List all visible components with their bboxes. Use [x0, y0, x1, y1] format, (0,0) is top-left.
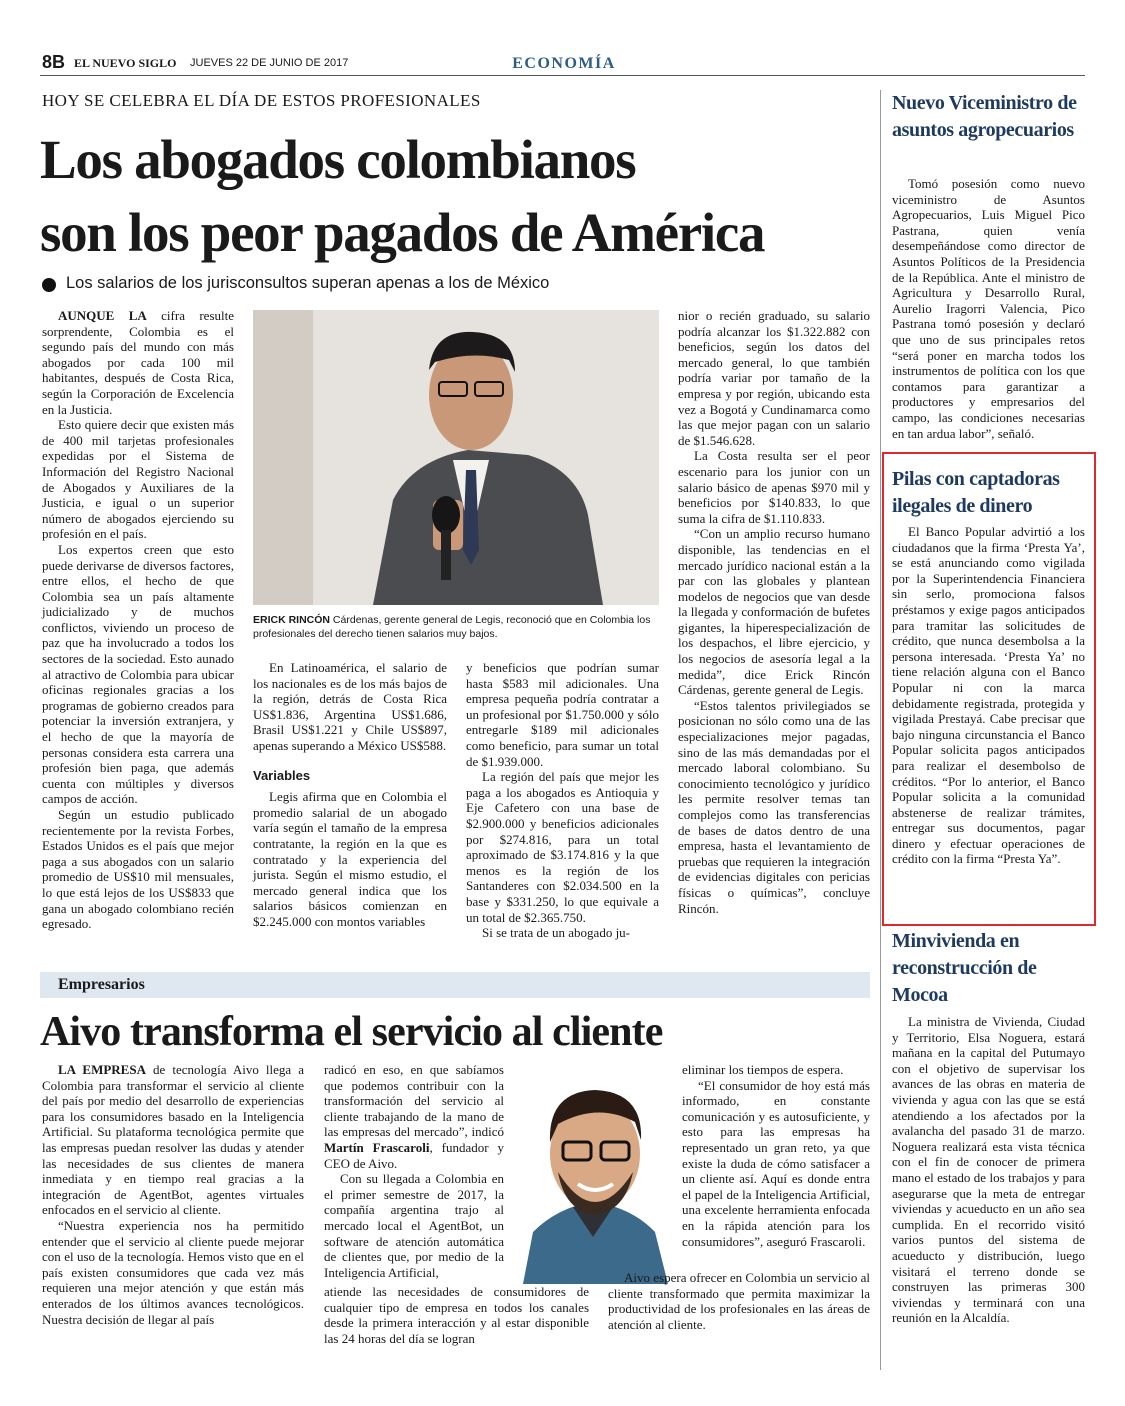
caption-name: ERICK RINCÓN	[253, 614, 331, 626]
paragraph: Según un estudio publicado recientemente por la revista Forbes, Estados Unidos es el país que mejor paga a sus abogados con un salario promedio de US$10 mil mensuales, lo que está lejos de los US$833 que gana un abogado colombiano recién egresado.	[42, 807, 234, 932]
paragraph: La ministra de Vivienda, Ciudad y Territorio, Elsa Noguera, estará mañana en la capital del Putumayo con el objetivo de supervisar los avances de las obras en materia de vivienda y agua con las que se está atendiendo a los afectados por la avalancha del pasado 31 de marzo. Noguera realizará esta vista técnica con el fin de conocer de primera mano el estado de los trabajos y para asegurarse que la meta de entregar viviendas y acueducto en un año sea cumplida. En el recorrido visitó varios puntos del sistema de acueducto y distribución, luego visitará el terreno donde se construyen las primeras 300 viviendas y terminará con una reunión en la Alcaldía.	[892, 1014, 1085, 1326]
aivo-col-2	[324, 1062, 504, 1280]
sidebar-1-body	[892, 176, 1085, 441]
kicker: HOY SE CELEBRA EL DÍA DE ESTOS PROFESIONALES	[42, 91, 481, 110]
person-silhouette-icon	[253, 310, 659, 605]
paragraph: En Latinoamérica, el salario de los nacionales es de los más bajos de la región, detrás de Costa Rica US$1.836, Argentina US$1.686, Brasil US$1.221 y Chile US$897, apenas superando a México US$588.	[253, 660, 447, 753]
paragraph: La Costa resulta ser el peor escenario para los junior con un salario básico de apenas $970 mil y beneficios por $140.833, lo que suma la cifra de $1.110.833.	[678, 448, 870, 526]
section-name: ECONOMÍA	[512, 55, 616, 72]
aivo-col-1	[42, 1062, 304, 1327]
paragraph: “El consumidor de hoy está más informado, en constante comunicación y es autosuficiente, y esto para las empresas ha representado un gran reto, ya que existe la duda de cómo satisfacer a un cliente así. Aquí es donde entra el papel de la Inteligencia Artificial, una excelente herramienta enfocada en la rápida atención para los consumidores”, aseguró Frascaroli.	[682, 1077, 870, 1249]
photo-martin-frascaroli	[513, 1062, 673, 1284]
paragraph	[42, 308, 234, 417]
bullet-icon	[42, 278, 56, 292]
sidebar-2-title: Pilas con captadoras ilegales de dinero	[892, 468, 1060, 517]
masthead-date: JUEVES 22 DE JUNIO DE 2017	[190, 57, 349, 69]
aivo-col-2-bottom	[324, 1284, 589, 1346]
aivo-col-3-bottom	[608, 1270, 870, 1332]
main-col-4	[678, 308, 870, 916]
person-name: Martín Frascaroli	[324, 1139, 430, 1155]
paragraph: atiende las necesidades de consumidores de cualquier tipo de empresa en todos los canales desde la primera interacción y al estar disponible las 24 horas del día se logran	[324, 1284, 589, 1346]
masthead-paper: EL NUEVO SIGLO	[74, 56, 177, 70]
paragraph: y beneficios que podrían sumar hasta $583 mil adicionales. Una empresa pequeña podría contratar a un profesional por $1.750.000 y sólo entregarle $189 mil adicionales como beneficio, para sumar un total de $1.939.000.	[466, 660, 659, 769]
paragraph: Con su llegada a Colombia en el primer semestre de 2017, la compañía argentina trajo al mercado local el AgentBot, un software de atención automática de clientes que, por medio de la Inteligencia Artificial,	[324, 1171, 504, 1280]
section-label: Empresarios	[58, 976, 145, 993]
paragraph: La región del país que mejor les paga a los abogados es Antioquia y Eje Cafetero con una base de $2.900.000 y beneficios adicionales por $274.816, para un total aproximado de $3.174.816 y la que menos es la región de los Santanderes con $2.034.500 en la base y $331.250, lo que equivale a un total de $2.365.750.	[466, 769, 659, 925]
sidebar-3-title: Minvivienda en reconstrucción de Mocoa	[892, 930, 1037, 1006]
paragraph: Esto quiere decir que existen más de 400 mil tarjetas profesionales expedidas por el Sistema de Información del Registro Nacional de Abogados y Auxiliares de la Justicia, e igual o un superior número de abogados ejerciendo su profesión en el país.	[42, 417, 234, 542]
person-silhouette-icon	[513, 1062, 673, 1284]
paragraph: “Nuestra experiencia nos ha permitido entender que el servicio al cliente puede mejorar con el uso de la tecnología. Hemos visto que en el país existen consumidores que cada vez más requieren una mejor atención y que están más enterados de los últimos avances tecnológicos. Nuestra decisión de llegar al país	[42, 1217, 304, 1327]
paragraph: Aivo espera ofrecer en Colombia un servicio al cliente transformado que permita maximizar la productividad de los profesionales en las áreas de atención al cliente.	[608, 1270, 870, 1332]
main-col-1	[42, 308, 234, 932]
paragraph: Si se trata de un abogado ju-	[482, 925, 631, 941]
headline-aivo: Aivo transforma el servicio al cliente	[40, 1009, 663, 1055]
headline-line-1: Los abogados colombianos	[40, 129, 636, 190]
paragraph	[42, 1062, 304, 1218]
paragraph-text: de tecnología Aivo llega a Colombia para transformar el servicio al cliente del país por medio del desarrollo de experiencias para los consumidores basado en la Inteligencia Artificial. Su plataforma tecnológica permite que las empresas puedan resolver las dudas y atender las necesidades de sus clientes de manera inmediata y en tiempo real gracias a la integración de AgentBot, agentes virtuales enfocados en el servicio al cliente.	[42, 1062, 305, 1218]
page-number: 8B	[42, 52, 66, 72]
sidebar-rule	[880, 90, 881, 1370]
paragraph: Tomó posesión como nuevo viceministro de Asuntos Agropecuarios, Luis Miguel Pico Pastrana, quien venía desempeñándose como director de Asuntos Políticos de la Presidencia de la República. Ante el ministro de Agricultura y Desarrollo Rural, Aurelio Iragorri Valencia, Pico Pastrana tomó posesión y declaró que uno de sus principales retos “será poner en marcha todos los instrumentos de política con los que contamos para garantizar a productores y empresarios del campo, las condiciones necesarias en tan ardua labor”, señaló.	[892, 176, 1085, 441]
paragraph: nior o recién graduado, su salario podría alcanzar los $1.322.882 con beneficios, según los datos del mercado general, lo que también podría variar por tamaño de la empresa y por región, ubicando esta vez a Bogotá y Cundinamarca como las que mejor pagan con un salario de $1.546.628.	[678, 308, 870, 448]
sidebar-3-body	[892, 1014, 1085, 1326]
section-banner	[40, 972, 870, 998]
photo-caption	[253, 613, 659, 641]
paragraph: eliminar los tiempos de espera.	[682, 1062, 844, 1077]
paragraph: El Banco Popular advirtió a los ciudadanos que la firma ‘Presta Ya’, se está anunciando como vigilada por la Superintendencia Financiera sin serlo, promociona falsos préstamos y exige pagos anticipados para tramitar las solicitudes de crédito, que nunca desembolsa a la persona interesada. ‘Presta Ya’ no tiene relación alguna con el Banco Popular ni con la marca debidamente registrada, protegida y vigilada Prestayá. Cabe precisar que bajo ninguna circunstancia el Banco Popular solicita pagos anticipados para realizar el desembolso de créditos. “Por lo anterior, el Banco Popular solicita a la comunidad abstenerse de realizar trámites, entregar sus documentos, pagar dinero y efectuar operaciones de crédito con la firma “Presta Ya”.	[892, 524, 1085, 867]
paragraph: “Con un amplio recurso humano disponible, las tendencias en el mercado jurídico nacional están a la par con las globales y plantean modelos de negocios que van desde la llegada y conformación de bufetes gigantes, la hiperespecialización de los despachos, el libre ejercicio, y los negocios de asesoría legal a la medida”, dice Erick Rincón Cárdenas, gerente general de Legis.	[678, 526, 870, 698]
paragraph-text: , fundador y CEO de Aivo.	[324, 1139, 504, 1171]
main-col-2	[253, 660, 447, 930]
paragraph: Legis afirma que en Colombia el promedio salarial de un abogado varía según el tamaño de la empresa contratante, la región en la que es contratado y la experiencia del jurista. Según el mismo estudio, el mercado general indica que los salarios básicos comienzan en $2.245.000 con montos variables	[253, 789, 447, 929]
paragraph	[324, 1062, 504, 1171]
sidebar-1-title: Nuevo Viceministro de asuntos agropecuarios	[892, 92, 1077, 141]
main-col-3	[466, 660, 659, 941]
lead-in: AUNQUE LA	[58, 308, 147, 323]
header-rule	[40, 75, 1085, 76]
aivo-col-3	[682, 1062, 870, 1249]
lead-in: LA EMPRESA	[58, 1062, 146, 1077]
sidebar-2-body	[892, 524, 1085, 867]
headline-line-2: son los peor pagados de América	[40, 202, 765, 263]
paragraph-text: radicó en eso, en que sabíamos que podemos contribuir con la transformación del servicio al cliente trabajando de la mano de las empresas del mercado”, indicó	[324, 1062, 504, 1140]
photo-erick-rincon	[253, 310, 659, 605]
paragraph: Los expertos creen que esto puede derivarse de diversos factores, entre ellos, el hecho de que Colombia sea un país altamente judicializado y de muchos conflictos, viviendo un proceso de paz que ha involucrado a todos los sectores de la sociedad. Esto aunado al atractivo de Colombia para ubicar oficinas regionales gracias a los programas de gobierno creados para potenciar la inversión extranjera, y el hecho de que la mayoría de personas considera esta carrera una profesión bien paga, que además cuenta con múltiples y diversos campos de acción.	[42, 541, 234, 807]
subhead-variables: Variables	[253, 767, 311, 783]
paragraph: “Estos talentos privilegiados se posicionan no sólo como una de las especializaciones mejor pagadas, sino de las más demandadas por el mercado laboral colombiano. Su conocimiento tecnológico y jurídico les permite resolver temas tan complejos como las transferencias de bases de datos dentro de una empresa, hasta el levantamiento de pruebas que requieren la integración de evidencias digitales con pericias físicas o químicas”, concluye Rincón.	[678, 697, 870, 916]
caption-text: Cárdenas, gerente general de Legis, reconoció que en Colombia los profesionales del derecho tienen salarios muy bajos.	[253, 614, 651, 640]
subtitle: Los salarios de los jurisconsultos superan apenas a los de México	[66, 274, 550, 292]
paragraph-text: cifra resulte sorprendente, Colombia es el segundo país del mundo con más abogados por cada 100 mil habitantes, después de Costa Rica, según la Corporación de Excelencia en la Justicia.	[42, 308, 234, 417]
